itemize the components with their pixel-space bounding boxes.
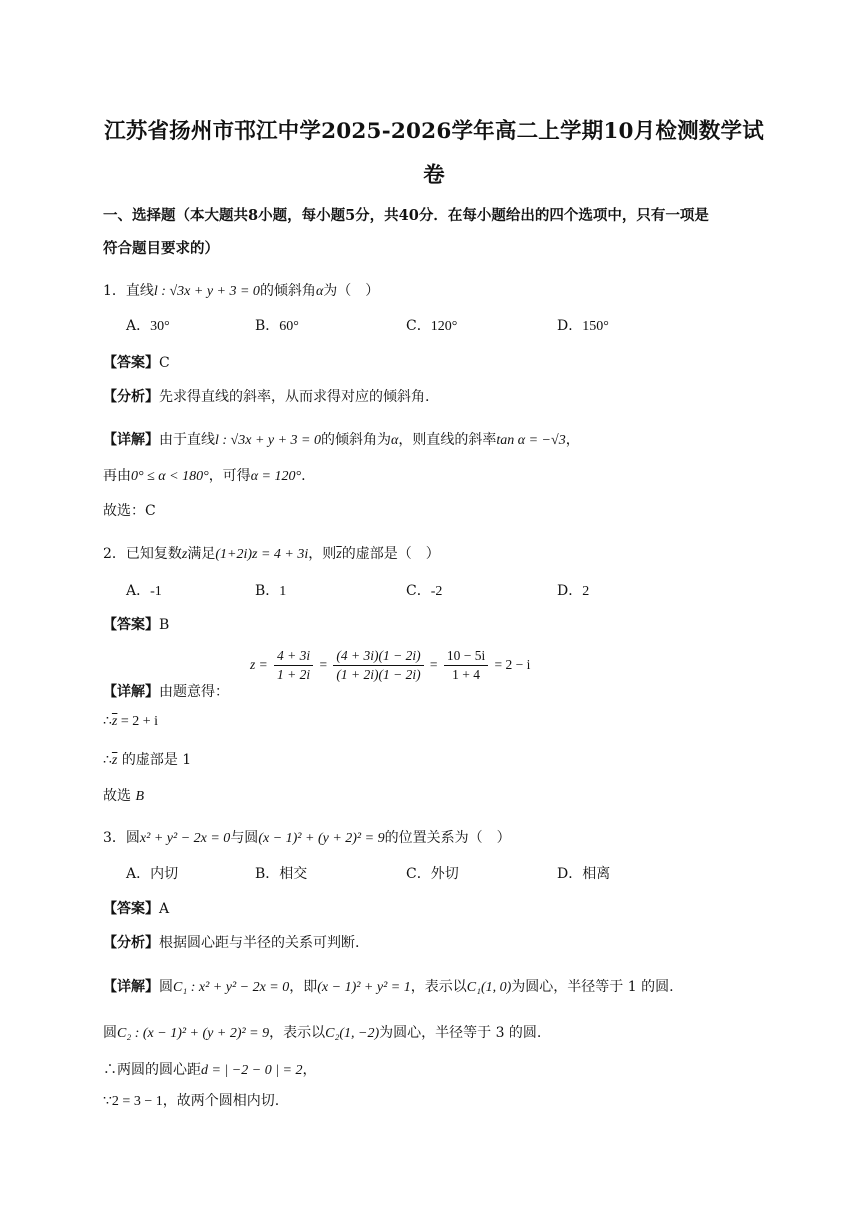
question-1-answer: 【答案】C <box>103 355 170 371</box>
stem-text: 的倾斜角 <box>259 283 316 299</box>
stem-text: 直线 <box>125 283 154 299</box>
question-2-option-c: C．-2 <box>406 583 443 599</box>
question-1-detail: 【详解】由于直线l : √3x + y + 3 = 0的倾斜角为α，则直线的斜率tan α = −√3， <box>103 432 580 448</box>
question-1-conclusion: 故选：C <box>103 503 156 519</box>
question-3-analysis: 【分析】根据圆心距与半径的关系可判断. <box>103 935 360 951</box>
question-3-option-b: B．相交 <box>255 866 308 882</box>
question-2-option-a: A．-1 <box>126 583 162 599</box>
circle-equation-2: (x − 1)² + (y + 2)² = 9 <box>258 831 385 846</box>
question-2-imaginary-line: $\therefore\overline{z}$ 的虚部是 1 <box>103 752 192 768</box>
question-1-option-b: B．60° <box>255 318 299 334</box>
question-3-stem: 3．圆x² + y² − 2x = 0与圆(x − 1)² + (y + 2)² = 9的位置关系为（ ） <box>103 830 511 846</box>
alpha-symbol: α <box>315 284 324 299</box>
question-3-detail-4: ∵2 = 3 − 1，故两个圆相内切. <box>103 1093 280 1109</box>
fraction: $\frac{10 - 5i}{1 + 4}$ <box>444 648 488 683</box>
question-2-option-d: D．2 <box>557 583 590 599</box>
question-2-answer: 【答案】B <box>103 617 170 633</box>
document-title-line1: 江苏省扬州市邗江中学2025-2026学年高二上学期10月检测数学试 <box>104 119 764 144</box>
question-2-detail-label: 【详解】由题意得： <box>103 684 229 700</box>
question-1-option-a: A．30° <box>126 318 170 334</box>
question-3-option-c: C．外切 <box>406 866 459 882</box>
question-1-analysis: 【分析】先求得直线的斜率，从而求得对应的倾斜角. <box>103 389 430 405</box>
question-3-detail-2: 圆C₂ : (x − 1)² + (y + 2)² = 9，表示以C₂(1, −2)为圆心，半径等于 3 的圆. <box>103 1025 542 1041</box>
question-3-detail-3: ∴两圆的圆心距d = | −2 − 0 | = 2， <box>103 1062 317 1078</box>
document-title-line2: 卷 <box>423 163 445 188</box>
circle-equation-1: x² + y² − 2x = 0 <box>139 831 231 846</box>
question-2-conjugate-line: $\therefore\overline{z} = 2 + i$ <box>103 713 159 729</box>
question-3-option-d: D．相离 <box>557 866 611 882</box>
question-1-stem <box>103 280 379 300</box>
question-3-detail-1: 【详解】圆C₁ : x² + y² − 2x = 0，即(x − 1)² + y² = 1，表示以C₁(1, 0)为圆心，半径等于 1 的圆. <box>103 979 674 995</box>
section-header-line2: 符合题目要求的） <box>103 240 219 257</box>
question-2-option-b: B．1 <box>255 583 287 599</box>
fraction: $\frac{4 + 3i}{1 + 2i}$ <box>274 648 313 683</box>
question-2-stem: 2．已知复数z满足(1+2i)z = 4 + 3i，则$\overline{z}$的虚部是（ ） <box>103 546 440 562</box>
complex-equation: (1+2i)z = 4 + 3i <box>215 547 309 562</box>
question-number: 1． <box>103 283 126 299</box>
stem-text: 为（ ） <box>323 283 380 299</box>
question-3-option-a: A．内切 <box>126 866 179 882</box>
question-2-equation-chain: z = $\frac{4 + 3i}{1 + 2i}$ = $\frac{(4 + 3i)(1 - 2i)}{(1 + 2i)(1 - 2i)}$ = $\frac{10 - 5i}{1 + 4}$ = 2 − i <box>250 648 531 682</box>
line-equation: l : √3x + y + 3 = 0 <box>153 284 260 299</box>
question-1-detail-2: 再由0° ≤ α < 180°，可得α = 120°. <box>103 468 306 484</box>
question-1-option-d: D．150° <box>557 318 609 334</box>
fraction: $\frac{(4 + 3i)(1 - 2i)}{(1 + 2i)(1 - 2i)}$ <box>333 648 423 683</box>
section-header-line1: 一、选择题（本大题共8小题，每小题5分，共40分．在每小题给出的四个选项中，只有一项是 <box>103 207 709 224</box>
z-conjugate: $\overline{z}$ <box>336 547 342 562</box>
question-3-answer: 【答案】A <box>103 901 170 917</box>
question-1-option-c: C．120° <box>406 318 458 334</box>
question-2-conclusion: 故选 B <box>103 788 145 804</box>
